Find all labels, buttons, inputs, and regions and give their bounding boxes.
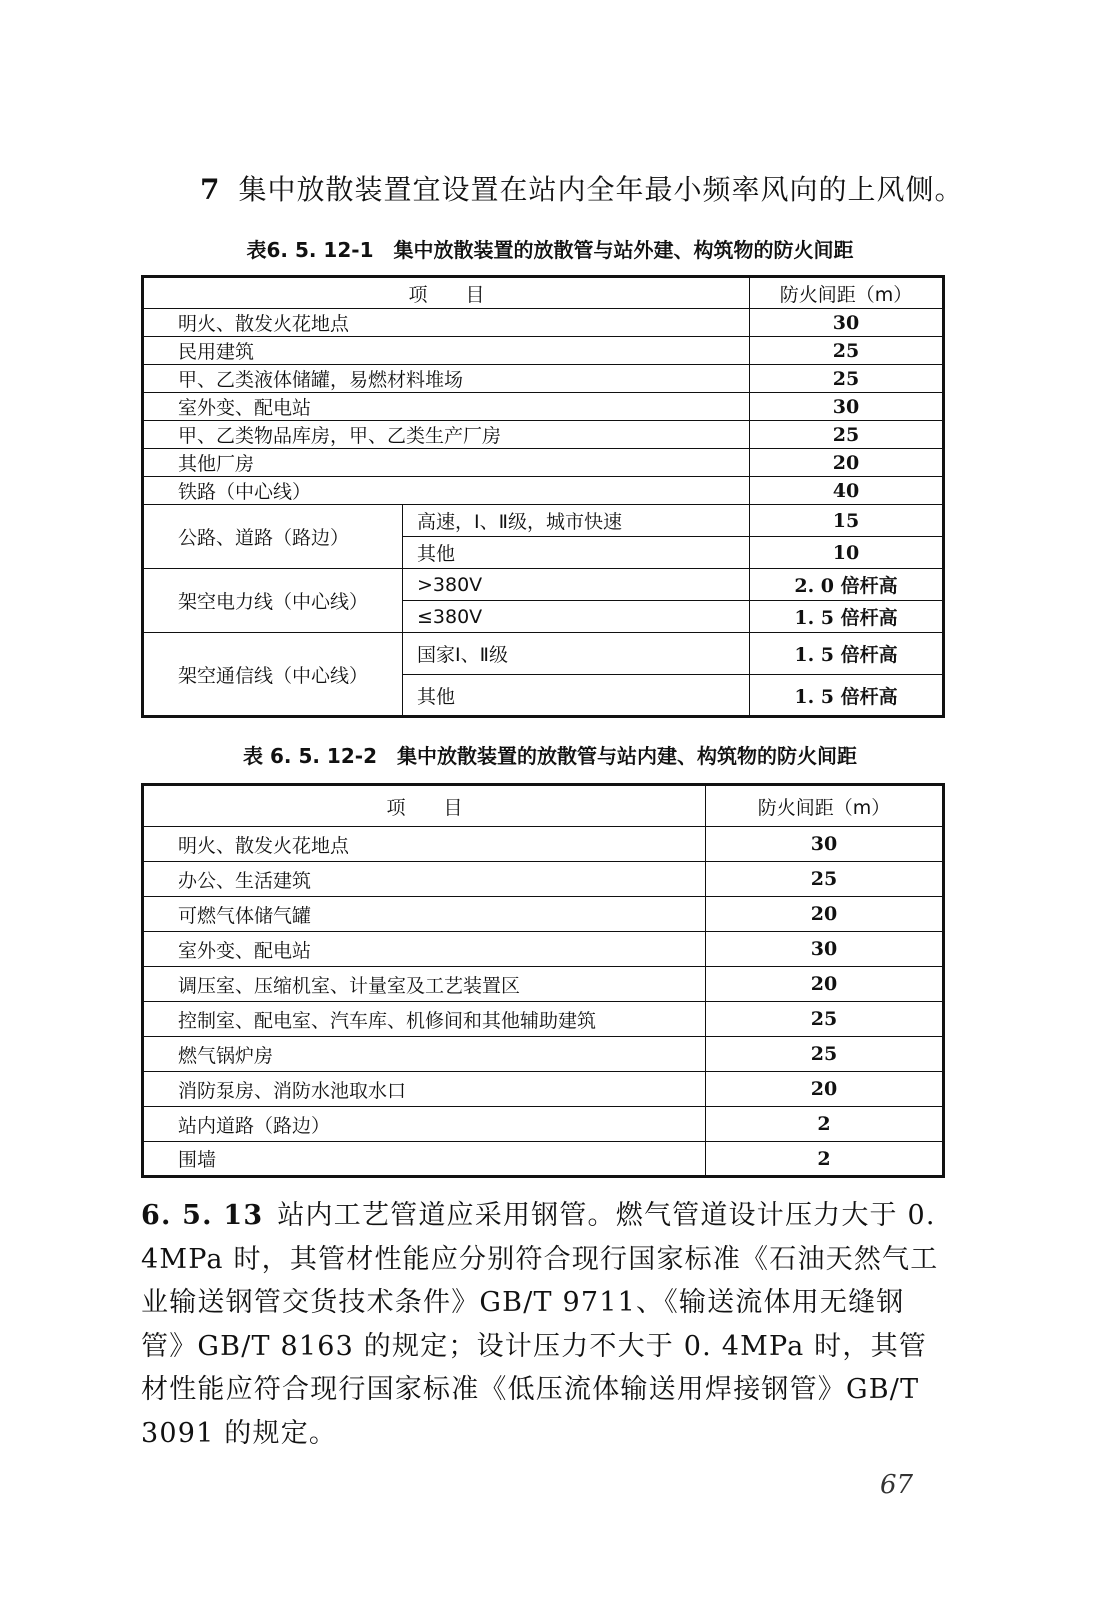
item-number: 7 bbox=[200, 173, 221, 206]
table-row bbox=[143, 569, 944, 601]
table-row bbox=[143, 393, 944, 421]
table-row bbox=[143, 1072, 944, 1107]
row-value: 30 bbox=[706, 932, 944, 967]
table-row bbox=[143, 449, 944, 477]
item-7 bbox=[200, 170, 980, 210]
header-distance: 防火间距（m） bbox=[750, 277, 944, 309]
sub-label: 其他 bbox=[403, 675, 750, 717]
group-label: 架空电力线（中心线） bbox=[143, 569, 403, 633]
group-label: 公路、道路（路边） bbox=[143, 505, 403, 569]
row-label: 消防泵房、消防水池取水口 bbox=[143, 1072, 706, 1107]
group-label: 架空通信线（中心线） bbox=[143, 633, 403, 717]
sub-label: ≤380V bbox=[403, 601, 750, 633]
table-row bbox=[143, 505, 944, 537]
row-label: 其他厂房 bbox=[143, 449, 750, 477]
row-label: 民用建筑 bbox=[143, 337, 750, 365]
row-label: 控制室、配电室、汽车库、机修间和其他辅助建筑 bbox=[143, 1002, 706, 1037]
table-row bbox=[143, 1142, 944, 1177]
row-value: 30 bbox=[750, 393, 944, 421]
header-item: 项 目 bbox=[143, 277, 750, 309]
table1-caption: 表6. 5. 12-1 集中放散装置的放散管与站外建、构筑物的防火间距 bbox=[246, 238, 854, 262]
row-label: 铁路（中心线） bbox=[143, 477, 750, 505]
row-value: 20 bbox=[706, 967, 944, 1002]
row-value: 25 bbox=[750, 365, 944, 393]
row-label: 调压室、压缩机室、计量室及工艺装置区 bbox=[143, 967, 706, 1002]
row-value: 2 bbox=[706, 1107, 944, 1142]
row-value: 20 bbox=[706, 1072, 944, 1107]
table2 bbox=[141, 783, 945, 1178]
row-value: 1. 5 倍杆高 bbox=[750, 601, 944, 633]
row-label: 可燃气体储气罐 bbox=[143, 897, 706, 932]
table2-caption: 表 6. 5. 12-2 集中放散装置的放散管与站内建、构筑物的防火间距 bbox=[243, 744, 857, 768]
row-value: 25 bbox=[706, 1002, 944, 1037]
table-row bbox=[143, 967, 944, 1002]
clause-text: 站内工艺管道应采用钢管。燃气管道设计压力大于 0. 4MPa 时，其管材性能应分别符合现行国家标准《石油天然气工业输送钢管交货技术条件》GB/T 9711、《输送流体用无缝钢管》GB/T 8163 的规定；设计压力不大于 0. 4MPa 时，其管材性能应符合现行国家标准《低压流体输送用焊接钢管》GB/T 3091 的规定。 bbox=[141, 1200, 939, 1449]
row-label: 站内道路（路边） bbox=[143, 1107, 706, 1142]
table-row bbox=[143, 365, 944, 393]
sub-label: >380V bbox=[403, 569, 750, 601]
row-value: 25 bbox=[750, 421, 944, 449]
row-label: 室外变、配电站 bbox=[143, 932, 706, 967]
table-row bbox=[143, 1107, 944, 1142]
table2-header-row bbox=[143, 785, 944, 827]
row-value: 30 bbox=[706, 827, 944, 862]
clause-number: 6. 5. 13 bbox=[141, 1200, 264, 1231]
row-value: 25 bbox=[706, 1037, 944, 1072]
sub-label: 高速，Ⅰ、Ⅱ级，城市快速 bbox=[403, 505, 750, 537]
row-value: 30 bbox=[750, 309, 944, 337]
item-text: 集中放散装置宜设置在站内全年最小频率风向的上风侧。 bbox=[238, 173, 964, 206]
row-value: 25 bbox=[706, 862, 944, 897]
table1 bbox=[141, 275, 945, 718]
row-value: 1. 5 倍杆高 bbox=[750, 633, 944, 675]
row-label: 明火、散发火花地点 bbox=[143, 309, 750, 337]
table-row bbox=[143, 862, 944, 897]
row-value: 15 bbox=[750, 505, 944, 537]
header-item: 项 目 bbox=[143, 785, 706, 827]
row-value: 20 bbox=[706, 897, 944, 932]
row-value: 2. 0 倍杆高 bbox=[750, 569, 944, 601]
table-row bbox=[143, 633, 944, 675]
row-label: 明火、散发火花地点 bbox=[143, 827, 706, 862]
row-value: 25 bbox=[750, 337, 944, 365]
row-label: 甲、乙类液体储罐，易燃材料堆场 bbox=[143, 365, 750, 393]
sub-label: 国家Ⅰ、Ⅱ级 bbox=[403, 633, 750, 675]
page-number: 67 bbox=[880, 1470, 914, 1500]
row-value: 40 bbox=[750, 477, 944, 505]
table-row bbox=[143, 1002, 944, 1037]
table1-header-row bbox=[143, 277, 944, 309]
table-row bbox=[143, 1037, 944, 1072]
table-row bbox=[143, 827, 944, 862]
row-label: 甲、乙类物品库房，甲、乙类生产厂房 bbox=[143, 421, 750, 449]
sub-label: 其他 bbox=[403, 537, 750, 569]
table-row bbox=[143, 309, 944, 337]
row-value: 2 bbox=[706, 1142, 944, 1177]
row-value: 20 bbox=[750, 449, 944, 477]
row-label: 围墙 bbox=[143, 1142, 706, 1177]
row-label: 燃气锅炉房 bbox=[143, 1037, 706, 1072]
table-row bbox=[143, 932, 944, 967]
table-row bbox=[143, 477, 944, 505]
header-distance: 防火间距（m） bbox=[706, 785, 944, 827]
row-value: 10 bbox=[750, 537, 944, 569]
clause-6-5-13 bbox=[141, 1194, 941, 1455]
table-row bbox=[143, 337, 944, 365]
table-row bbox=[143, 421, 944, 449]
row-label: 办公、生活建筑 bbox=[143, 862, 706, 897]
table-row bbox=[143, 897, 944, 932]
row-value: 1. 5 倍杆高 bbox=[750, 675, 944, 717]
row-label: 室外变、配电站 bbox=[143, 393, 750, 421]
